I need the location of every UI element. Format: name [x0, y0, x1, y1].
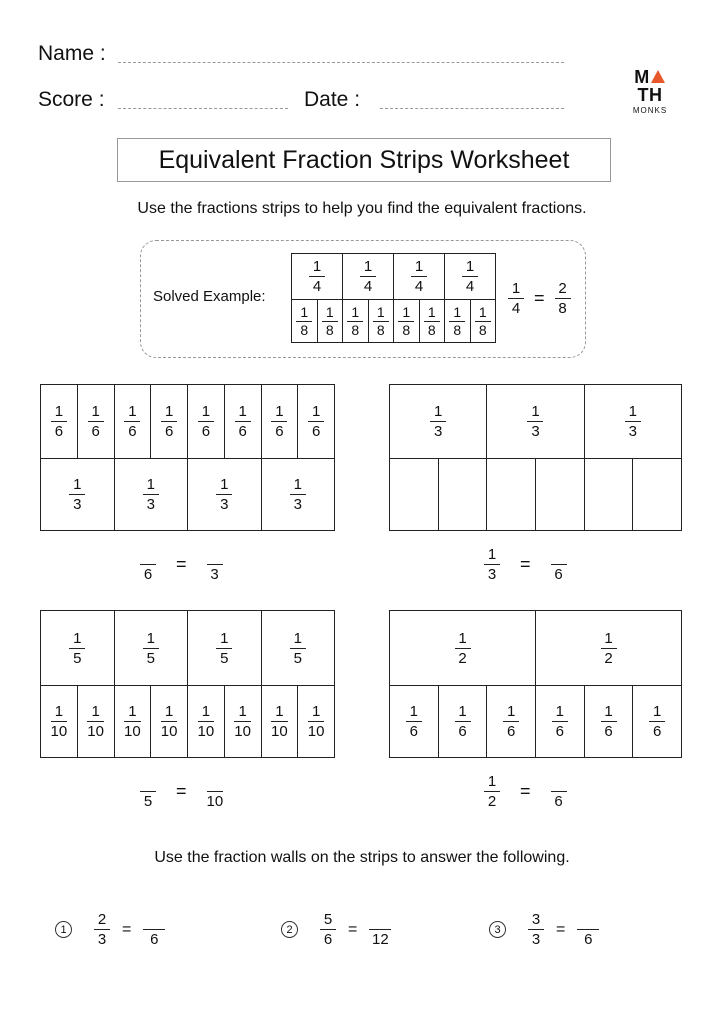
score-label: Score :	[38, 88, 105, 111]
strip-cell	[187, 385, 224, 458]
strip-cell	[41, 611, 114, 685]
fraction: $\frac{1}{6}$	[124, 403, 140, 440]
fraction: $\frac{1}{10}$	[197, 703, 215, 740]
fraction: $\frac{1}{10}$	[87, 703, 104, 740]
strip-cell	[393, 300, 419, 342]
strip-cell	[535, 611, 681, 685]
strip-4-top-row	[390, 611, 681, 685]
example-answer: $\frac{1}{4}$ = $\frac{2}{8}$	[508, 280, 571, 317]
fraction: $\frac{1}{4}$	[411, 258, 427, 295]
answer-blank[interactable]	[582, 911, 594, 928]
triangle-icon	[651, 70, 665, 83]
strip-cell	[187, 686, 224, 757]
fraction: $\frac{1}{3}$	[69, 476, 85, 513]
strip-cell	[261, 385, 298, 458]
strip-cell	[444, 300, 470, 342]
fraction: $\frac{1}{8}$	[475, 305, 491, 338]
strip-cell	[187, 459, 261, 530]
strip-cell[interactable]	[390, 459, 438, 530]
instructions: Use the fractions strips to help you find the equivalent fractions.	[137, 200, 587, 217]
fraction: $\frac{1}{8}$	[398, 305, 414, 338]
strip-cell	[486, 385, 583, 458]
strip-cell	[114, 385, 151, 458]
strip-cell	[224, 385, 261, 458]
strip-cell	[470, 300, 496, 342]
fraction: $\frac{1}{8}$	[373, 305, 389, 338]
date-label: Date :	[304, 88, 361, 111]
strip-cell	[393, 254, 444, 299]
strip-cell	[187, 611, 261, 685]
fraction: $\frac{1}{6}$	[161, 403, 177, 440]
strip-cell	[419, 300, 445, 342]
equation-3: 5 = 10	[140, 773, 223, 810]
answer-blank[interactable]	[142, 546, 154, 563]
equation-1: 6 = 3	[140, 546, 223, 583]
question-2: 2 $\frac{5}{6}$ = 12	[281, 911, 391, 948]
strip-cell	[297, 686, 334, 757]
fraction: $\frac{1}{10}$	[234, 703, 251, 740]
worksheet-title: Equivalent Fraction Strips Worksheet	[117, 138, 611, 182]
strip-cell	[535, 686, 584, 757]
fraction: $\frac{1}{5}$	[143, 630, 159, 667]
fraction: $\frac{1}{5}$	[69, 630, 85, 667]
strip-cell	[342, 254, 393, 299]
fraction: $\frac{1}{5}$	[216, 630, 232, 667]
fraction: $\frac{1}{4}$	[360, 258, 376, 295]
strip-2-top-row	[390, 385, 681, 458]
strip-cell	[390, 686, 438, 757]
fraction-strip-4	[389, 610, 682, 758]
strip-cell	[342, 300, 368, 342]
fraction: $\frac{1}{3}$	[290, 476, 306, 513]
strip-cell	[261, 459, 335, 530]
strip-cell	[150, 686, 187, 757]
fraction: $\frac{1}{10}$	[124, 703, 141, 740]
answer-blank[interactable]	[374, 911, 386, 928]
fraction: $\frac{1}{5}$	[290, 630, 306, 667]
fraction: $\frac{1}{3}$	[143, 476, 159, 513]
strip-cell	[114, 686, 151, 757]
question-1: 1 $\frac{2}{3}$ = 6	[55, 911, 165, 948]
fraction: $\frac{1}{8}$	[424, 305, 440, 338]
strip-cell[interactable]	[486, 459, 535, 530]
example-top-row	[292, 254, 495, 299]
fraction-strip-1	[40, 384, 335, 531]
fraction: $\frac{1}{10}$	[50, 703, 68, 740]
fraction: $\frac{1}{6}$	[552, 703, 568, 740]
question-number: 2	[281, 921, 298, 938]
fraction-strip-3	[40, 610, 335, 758]
strip-cell	[297, 385, 334, 458]
solved-example-label: Solved Example:	[153, 288, 266, 305]
strip-cell	[41, 686, 77, 757]
fraction: $\frac{1}{6}$	[235, 403, 251, 440]
fraction: $\frac{1}{8}$	[296, 305, 312, 338]
fraction: $\frac{1}{3}$	[430, 403, 446, 440]
equation-4: $\frac{1}{2}$ = 6	[484, 773, 567, 810]
example-fraction-strip	[291, 253, 496, 343]
strip-4-bottom-row	[390, 685, 681, 757]
fraction: $\frac{1}{10}$	[307, 703, 325, 740]
fraction: $\frac{1}{6}$	[271, 403, 287, 440]
strip-cell[interactable]	[438, 459, 487, 530]
example-bottom-row	[292, 299, 495, 342]
strip-cell	[261, 686, 298, 757]
strip-cell	[368, 300, 394, 342]
strip-cell	[114, 459, 188, 530]
strip-cell	[438, 686, 487, 757]
section-2-instructions: Use the fraction walls on the strips to answer the following.	[154, 849, 570, 866]
answer-blank[interactable]	[142, 773, 154, 790]
strip-cell	[584, 385, 681, 458]
fraction: $\frac{1}{6}$	[503, 703, 519, 740]
fraction: $\frac{1}{10}$	[271, 703, 288, 740]
fraction: $\frac{1}{2}$	[455, 630, 471, 667]
strip-cell	[224, 686, 261, 757]
fraction: $\frac{1}{6}$	[198, 403, 214, 440]
fraction: $\frac{1}{6}$	[308, 403, 324, 440]
answer-blank[interactable]	[553, 773, 565, 790]
fraction: $\frac{1}{4}$	[309, 258, 325, 295]
strip-3-top-row	[41, 611, 334, 685]
strip-cell	[292, 254, 342, 299]
strip-cell	[632, 686, 681, 757]
date-line[interactable]	[380, 108, 564, 109]
strip-cell	[41, 385, 77, 458]
fraction: $\frac{1}{3}$	[527, 403, 543, 440]
strip-3-bottom-row	[41, 685, 334, 757]
fraction: $\frac{1}{6}$	[51, 403, 67, 440]
strip-cell	[317, 300, 343, 342]
fraction: $\frac{1}{3}$	[216, 476, 232, 513]
strip-cell	[261, 611, 335, 685]
answer-blank[interactable]	[209, 546, 221, 563]
math-monks-logo: MTH MONKS	[632, 67, 668, 115]
strip-cell	[292, 300, 317, 342]
answer-blank[interactable]	[209, 773, 221, 790]
strip-cell[interactable]	[584, 459, 633, 530]
strip-cell	[390, 611, 535, 685]
strip-cell	[114, 611, 188, 685]
strip-2-bottom-row	[390, 458, 681, 530]
name-label: Name :	[38, 42, 106, 65]
question-number: 1	[55, 921, 72, 938]
equation-2: $\frac{1}{3}$ = 6	[484, 546, 567, 583]
fraction: $\frac{1}{6}$	[455, 703, 471, 740]
fraction: $\frac{1}{8}$	[347, 305, 363, 338]
fraction: $\frac{1}{6}$	[88, 403, 104, 440]
question-number: 3	[489, 921, 506, 938]
strip-cell	[390, 385, 486, 458]
fraction: $\frac{1}{10}$	[160, 703, 178, 740]
strip-cell	[150, 385, 187, 458]
fraction: $\frac{1}{6}$	[406, 703, 422, 740]
fraction: $\frac{1}{8}$	[322, 305, 338, 338]
name-line[interactable]	[118, 62, 564, 63]
question-3: 3 $\frac{3}{3}$ = 6	[489, 911, 599, 948]
strip-cell	[584, 686, 633, 757]
fraction: $\frac{1}{4}$	[462, 258, 478, 295]
strip-1-top-row	[41, 385, 334, 458]
fraction: $\frac{1}{6}$	[601, 703, 617, 740]
strip-cell[interactable]	[535, 459, 584, 530]
strip-cell	[77, 385, 114, 458]
fraction-strip-2	[389, 384, 682, 531]
strip-cell[interactable]	[632, 459, 681, 530]
answer-blank[interactable]	[148, 911, 160, 928]
strip-cell	[77, 686, 114, 757]
fraction: $\frac{1}{6}$	[649, 703, 665, 740]
fraction: $\frac{1}{8}$	[449, 305, 465, 338]
strip-cell	[41, 459, 114, 530]
fraction: $\frac{1}{2}$	[601, 630, 617, 667]
strip-cell	[444, 254, 495, 299]
score-line[interactable]	[118, 108, 288, 109]
strip-1-bottom-row	[41, 458, 334, 530]
answer-blank[interactable]	[553, 546, 565, 563]
fraction: $\frac{1}{3}$	[625, 403, 641, 440]
strip-cell	[486, 686, 535, 757]
